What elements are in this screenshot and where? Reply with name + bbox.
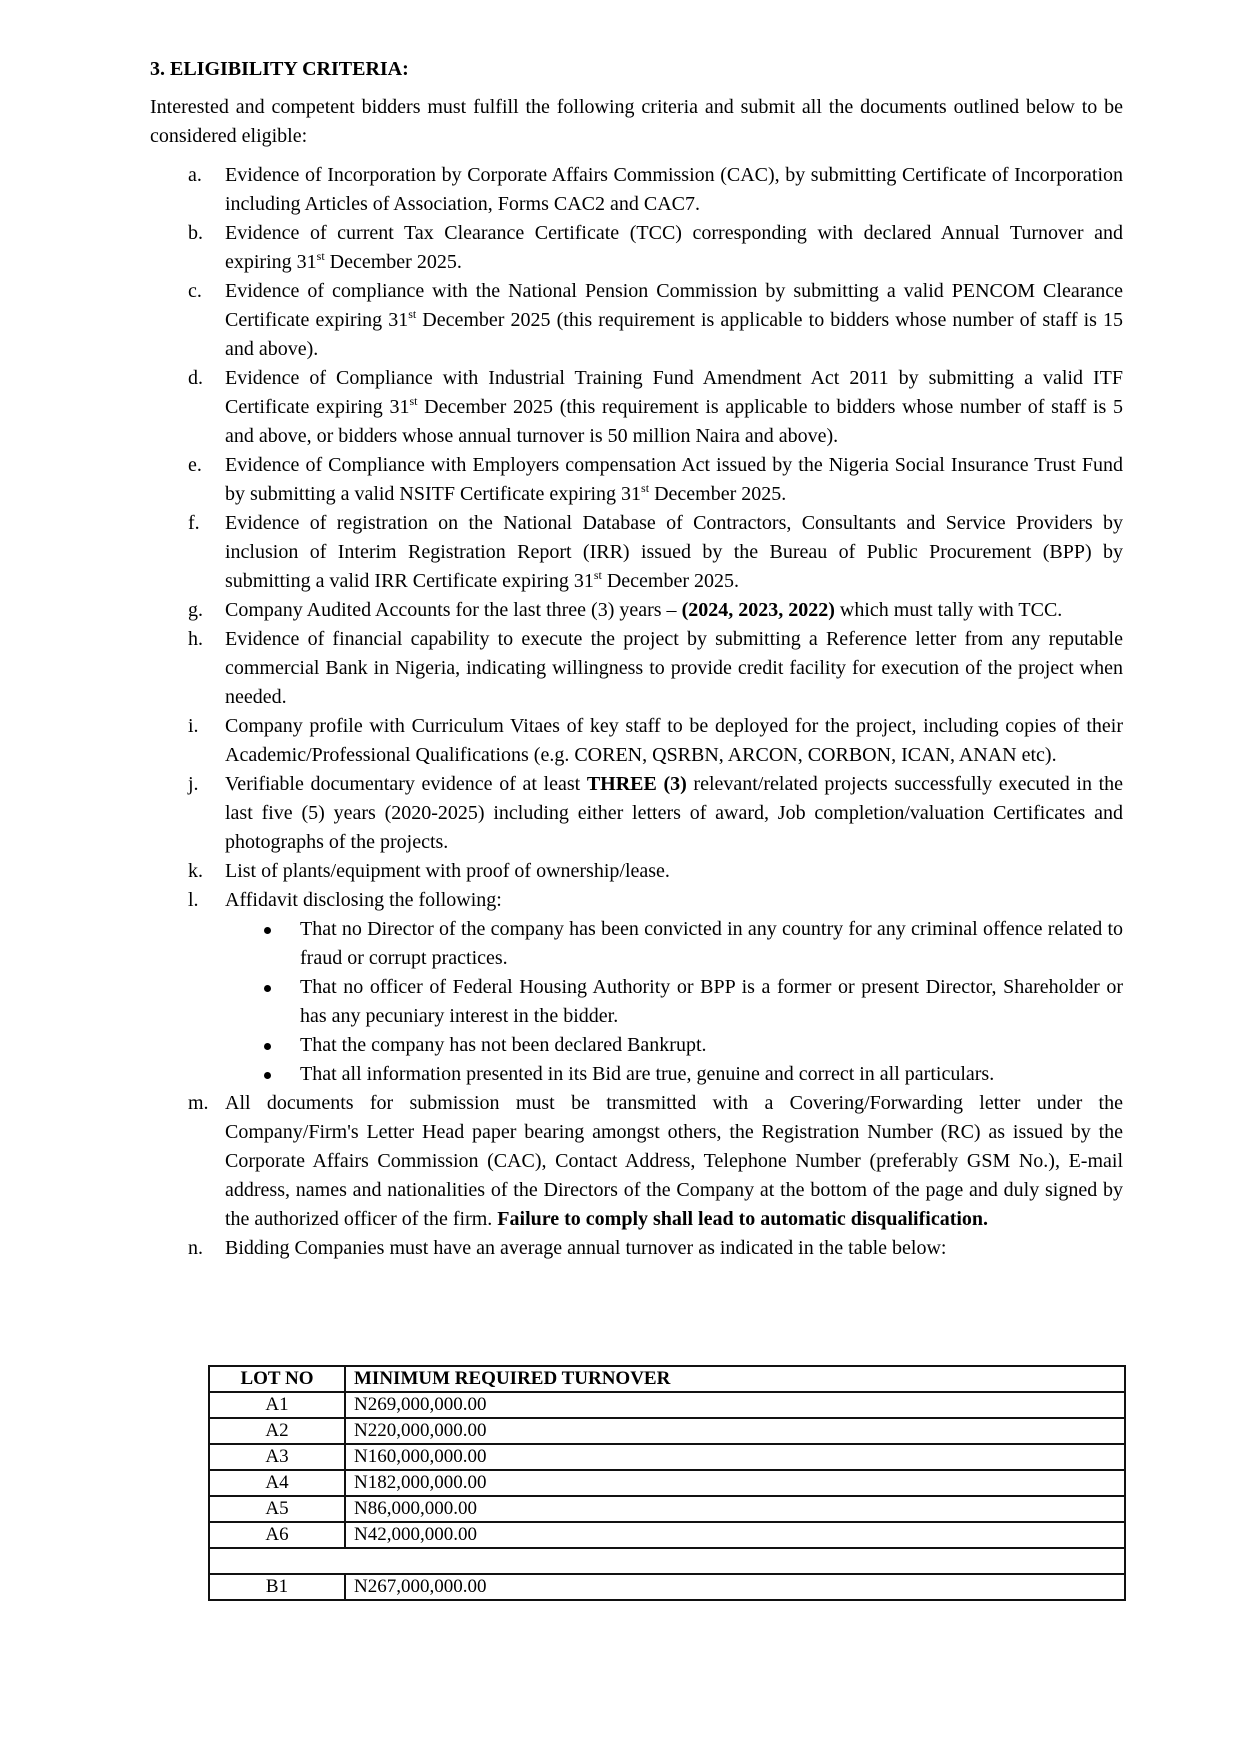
criteria-item: [150, 161, 1123, 219]
criteria-item: [150, 596, 1123, 625]
criteria-item: [150, 886, 1123, 1089]
superscript: st: [593, 568, 602, 582]
criteria-text: [225, 1092, 1123, 1230]
criteria-item: [150, 625, 1123, 712]
list-marker: e.: [188, 454, 202, 476]
criteria-item: [150, 712, 1123, 770]
criteria-item: [150, 1234, 1123, 1263]
lot-number-cell: B1: [209, 1574, 345, 1600]
list-marker: a.: [188, 164, 202, 186]
bullet-item: [150, 973, 1123, 1031]
superscript: st: [316, 249, 325, 263]
turnover-amount-cell: N86,000,000.00: [345, 1496, 1125, 1522]
criteria-text: [225, 860, 670, 882]
text-run: Evidence of Compliance with Industrial Training Fund Amendment Act 2011 by submitting a valid ITF Certificate expiring 31: [225, 367, 1123, 418]
table-row: [209, 1574, 1125, 1600]
text-run: which must tally with TCC.: [834, 599, 1063, 621]
text-run: December 2025 (this requirement is applicable to bidders whose number of staff is 5 and above, or bidders whose annual turnover is 50 million Naira and above).: [225, 396, 1123, 447]
criteria-item: [150, 770, 1123, 857]
bold-text: THREE (3): [586, 773, 687, 795]
lot-number-cell: A2: [209, 1418, 345, 1444]
criteria-text: [225, 222, 1123, 273]
text-run: Affidavit disclosing the following:: [225, 889, 502, 911]
bullet-item: [150, 1060, 1123, 1089]
criteria-text: [225, 164, 1123, 215]
table-row: [209, 1392, 1125, 1418]
criteria-text: [225, 512, 1123, 592]
text-run: December 2025.: [601, 570, 740, 592]
list-marker: k.: [188, 860, 203, 882]
turnover-amount-cell: N160,000,000.00: [345, 1444, 1125, 1470]
criteria-item: [150, 451, 1123, 509]
text-run: Evidence of current Tax Clearance Certificate (TCC) corresponding with declared Annual Turnover and expiring 31: [225, 222, 1123, 273]
bullet-dot-icon: [264, 927, 271, 934]
turnover-amount-cell: N42,000,000.00: [345, 1522, 1125, 1548]
criteria-text: [225, 889, 502, 911]
criteria-item: [150, 857, 1123, 886]
bullet-dot-icon: [264, 1043, 271, 1050]
list-marker: i.: [188, 715, 199, 737]
text-run: December 2025 (this requirement is applicable to bidders whose number of staff is 15 and above).: [225, 309, 1123, 360]
document-page: [150, 55, 1123, 1263]
bullet-text: That no officer of Federal Housing Authority or BPP is a former or present Director, Shareholder or has any pecuniary interest in the bidder.: [300, 976, 1123, 1027]
bullet-text: That all information presented in its Bid are true, genuine and correct in all particulars.: [300, 1063, 995, 1085]
criteria-text: [225, 628, 1123, 708]
table-row: [209, 1496, 1125, 1522]
table-row: [209, 1444, 1125, 1470]
criteria-text: [225, 599, 1062, 621]
criteria-text: [225, 280, 1123, 360]
text-run: December 2025.: [649, 483, 787, 505]
text-run: Company Audited Accounts for the last three (3) years –: [225, 599, 682, 621]
table-row: [209, 1418, 1125, 1444]
list-marker: j.: [188, 773, 199, 795]
bullet-text: That no Director of the company has been convicted in any country for any criminal offence related to fraud or corrupt practices.: [300, 918, 1123, 969]
bullet-item: [150, 1031, 1123, 1060]
criteria-item: [150, 277, 1123, 364]
list-marker: m.: [188, 1092, 209, 1114]
bullet-dot-icon: [264, 1072, 271, 1079]
criteria-text: [225, 715, 1123, 766]
intro-paragraph: Interested and competent bidders must fulfill the following criteria and submit all the documents outlined below to be considered eligible:: [150, 96, 1123, 147]
column-header-minimum-turnover: MINIMUM REQUIRED TURNOVER: [345, 1366, 1125, 1392]
turnover-table-container: [208, 1365, 1126, 1601]
list-marker: b.: [188, 222, 203, 244]
list-marker: h.: [188, 628, 203, 650]
turnover-table-body: [209, 1392, 1125, 1600]
text-run: Bidding Companies must have an average annual turnover as indicated in the table below:: [225, 1237, 947, 1259]
empty-cell: [209, 1548, 1125, 1574]
criteria-text: [225, 773, 1123, 853]
list-marker: g.: [188, 599, 203, 621]
table-header-row: [209, 1366, 1125, 1392]
text-run: Verifiable documentary evidence of at least: [225, 773, 587, 795]
text-run: Evidence of compliance with the National Pension Commission by submitting a valid PENCOM Clearance Certificate expiring 31: [225, 280, 1123, 331]
criteria-text: [225, 1237, 946, 1259]
superscript: st: [409, 394, 418, 408]
text-run: December 2025.: [324, 251, 462, 273]
bullet-item: [150, 915, 1123, 973]
lot-number-cell: A3: [209, 1444, 345, 1470]
bold-text: Failure to comply shall lead to automatic disqualification.: [497, 1208, 989, 1230]
criteria-text: [225, 367, 1123, 447]
turnover-amount-cell: N267,000,000.00: [345, 1574, 1125, 1600]
bullet-text: That the company has not been declared Bankrupt.: [300, 1034, 707, 1056]
lot-number-cell: A4: [209, 1470, 345, 1496]
affidavit-bullet-list: [225, 915, 1123, 1089]
bullet-dot-icon: [264, 985, 271, 992]
turnover-amount-cell: N220,000,000.00: [345, 1418, 1125, 1444]
text-run: All documents for submission must be transmitted with a Covering/Forwarding letter under the Company/Firm's Letter Head paper bearing amongst others, the Registration Number (RC) as issued by the Corporate Affairs Commission (CAC), Contact Address, Telephone Number (preferably GSM No.), E-mail address, names and nationalities of the Directors of the Company at the bottom of the page and duly signed by the authorized officer of the firm.: [225, 1092, 1123, 1230]
lot-number-cell: A1: [209, 1392, 345, 1418]
text-run: Evidence of Compliance with Employers compensation Act issued by the Nigeria Social Insurance Trust Fund by submitting a valid NSITF Certificate expiring 31: [225, 454, 1123, 505]
table-row: [209, 1522, 1125, 1548]
list-marker: d.: [188, 367, 203, 389]
superscript: st: [408, 307, 417, 321]
section-heading: 3. ELIGIBILITY CRITERIA:: [150, 58, 409, 80]
superscript: st: [641, 481, 650, 495]
criteria-item: [150, 509, 1123, 596]
criteria-item: [150, 1089, 1123, 1234]
text-run: relevant/related projects successfully executed in the last five (5) years (2020-2025) including either letters of award, Job completion/valuation Certificates and photographs of the projects.: [225, 773, 1124, 853]
text-run: Evidence of financial capability to execute the project by submitting a Reference letter from any reputable commercial Bank in Nigeria, indicating willingness to provide credit facility for execution of the project when needed.: [225, 628, 1123, 708]
text-run: List of plants/equipment with proof of ownership/lease.: [225, 860, 670, 882]
table-spacer-row: [209, 1548, 1125, 1574]
turnover-table: [208, 1365, 1126, 1601]
table-row: [209, 1470, 1125, 1496]
list-marker: n.: [188, 1237, 203, 1259]
criteria-text: [225, 454, 1123, 505]
list-marker: c.: [188, 280, 202, 302]
text-run: Company profile with Curriculum Vitaes of key staff to be deployed for the project, including copies of their Academic/Professional Qualifications (e.g. COREN, QSRBN, ARCON, CORBON, ICAN, ANAN etc).: [225, 715, 1123, 766]
lot-number-cell: A5: [209, 1496, 345, 1522]
text-run: Evidence of Incorporation by Corporate Affairs Commission (CAC), by submitting Certificate of Incorporation including Articles of Association, Forms CAC2 and CAC7.: [225, 164, 1123, 215]
criteria-item: [150, 364, 1123, 451]
eligibility-criteria-list: [150, 161, 1123, 1263]
column-header-lot-no: LOT NO: [209, 1366, 345, 1392]
bold-text: (2024, 2023, 2022): [681, 599, 835, 621]
lot-number-cell: A6: [209, 1522, 345, 1548]
turnover-amount-cell: N182,000,000.00: [345, 1470, 1125, 1496]
list-marker: l.: [188, 889, 199, 911]
turnover-amount-cell: N269,000,000.00: [345, 1392, 1125, 1418]
criteria-item: [150, 219, 1123, 277]
text-run: Evidence of registration on the National Database of Contractors, Consultants and Service Providers by inclusion of Interim Registration Report (IRR) issued by the Bureau of Public Procurement (BPP) by submitting a valid IRR Certificate expiring 31: [225, 512, 1123, 592]
list-marker: f.: [188, 512, 200, 534]
